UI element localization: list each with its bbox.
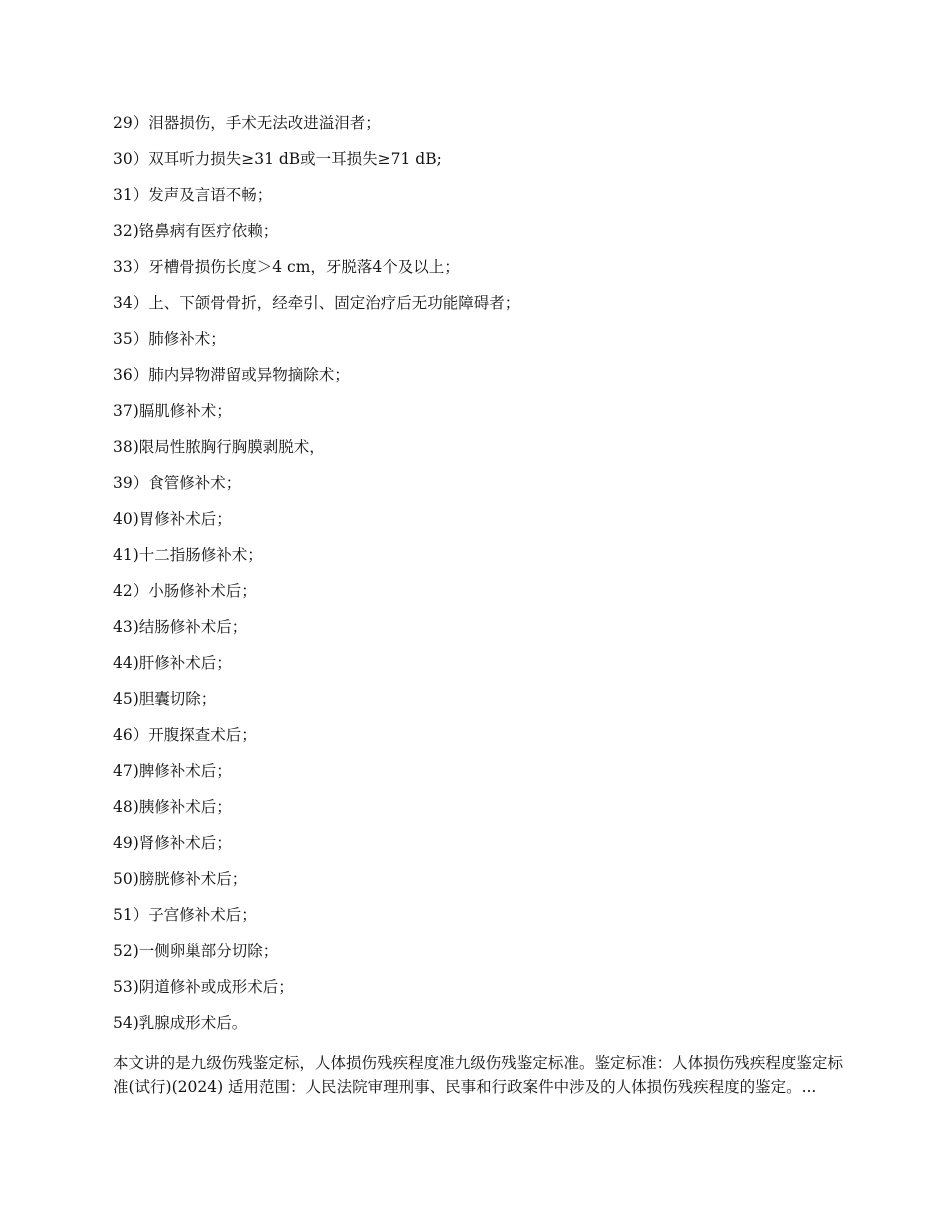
list-item: 30）双耳听力损失≥31 dB或一耳损失≥71 dB; [113, 150, 442, 168]
list-item: 34）上、下颌骨骨折，经牵引、固定治疗后无功能障碍者； [113, 294, 521, 312]
summary-paragraph: 本文讲的是九级伤残鉴定标，人体损伤残疾程度准九级伤残鉴定标准。鉴定标准：人体损伤残疾程度鉴定标准(试行)(2024) 适用范围：人民法院审理刑事、民事和行政案件中涉及的人体损伤残疾程度的鉴定。... [113, 1054, 843, 1096]
list-item: 44)肝修补术后； [113, 654, 232, 672]
list-item: 49)肾修补术后； [113, 834, 232, 852]
list-item: 53)阴道修补或成形术后； [113, 978, 294, 996]
list-item: 47)脾修补术后； [113, 762, 232, 780]
document-page [113, 111, 843, 1115]
list-item: 42）小肠修补术后； [113, 582, 257, 600]
list-item: 51）子宫修补术后； [113, 906, 257, 924]
list-item: 33）牙槽骨损伤长度＞4 cm，牙脱落4个及以上； [113, 258, 460, 276]
list-item: 36）肺内异物滞留或异物摘除术； [113, 366, 350, 384]
list-item: 38)限局性脓胸行胸膜剥脱术， [113, 438, 325, 456]
list-item: 29）泪器损伤，手术无法改进溢泪者； [113, 114, 381, 132]
list-item: 43)结肠修补术后； [113, 618, 248, 636]
list-item: 46）开腹探查术后； [113, 726, 257, 744]
list-item: 45)胆囊切除； [113, 690, 217, 708]
list-item: 37)膈肌修补术； [113, 402, 232, 420]
list-item: 39）食管修补术； [113, 474, 242, 492]
list-item: 41)十二指肠修补术； [113, 546, 263, 564]
list-item: 50)膀胱修补术后； [113, 870, 248, 888]
list-item: 54)乳腺成形术后。 [113, 1014, 248, 1032]
list-item: 31）发声及言语不畅； [113, 186, 273, 204]
list-item: 40)胃修补术后； [113, 510, 232, 528]
list-item: 35）肺修补术； [113, 330, 226, 348]
list-item: 48)胰修补术后； [113, 798, 232, 816]
disability-criteria-list [113, 111, 843, 1047]
list-item: 52)一侧卵巢部分切除； [113, 942, 279, 960]
list-item: 32)铬鼻病有医疗依赖； [113, 222, 279, 240]
